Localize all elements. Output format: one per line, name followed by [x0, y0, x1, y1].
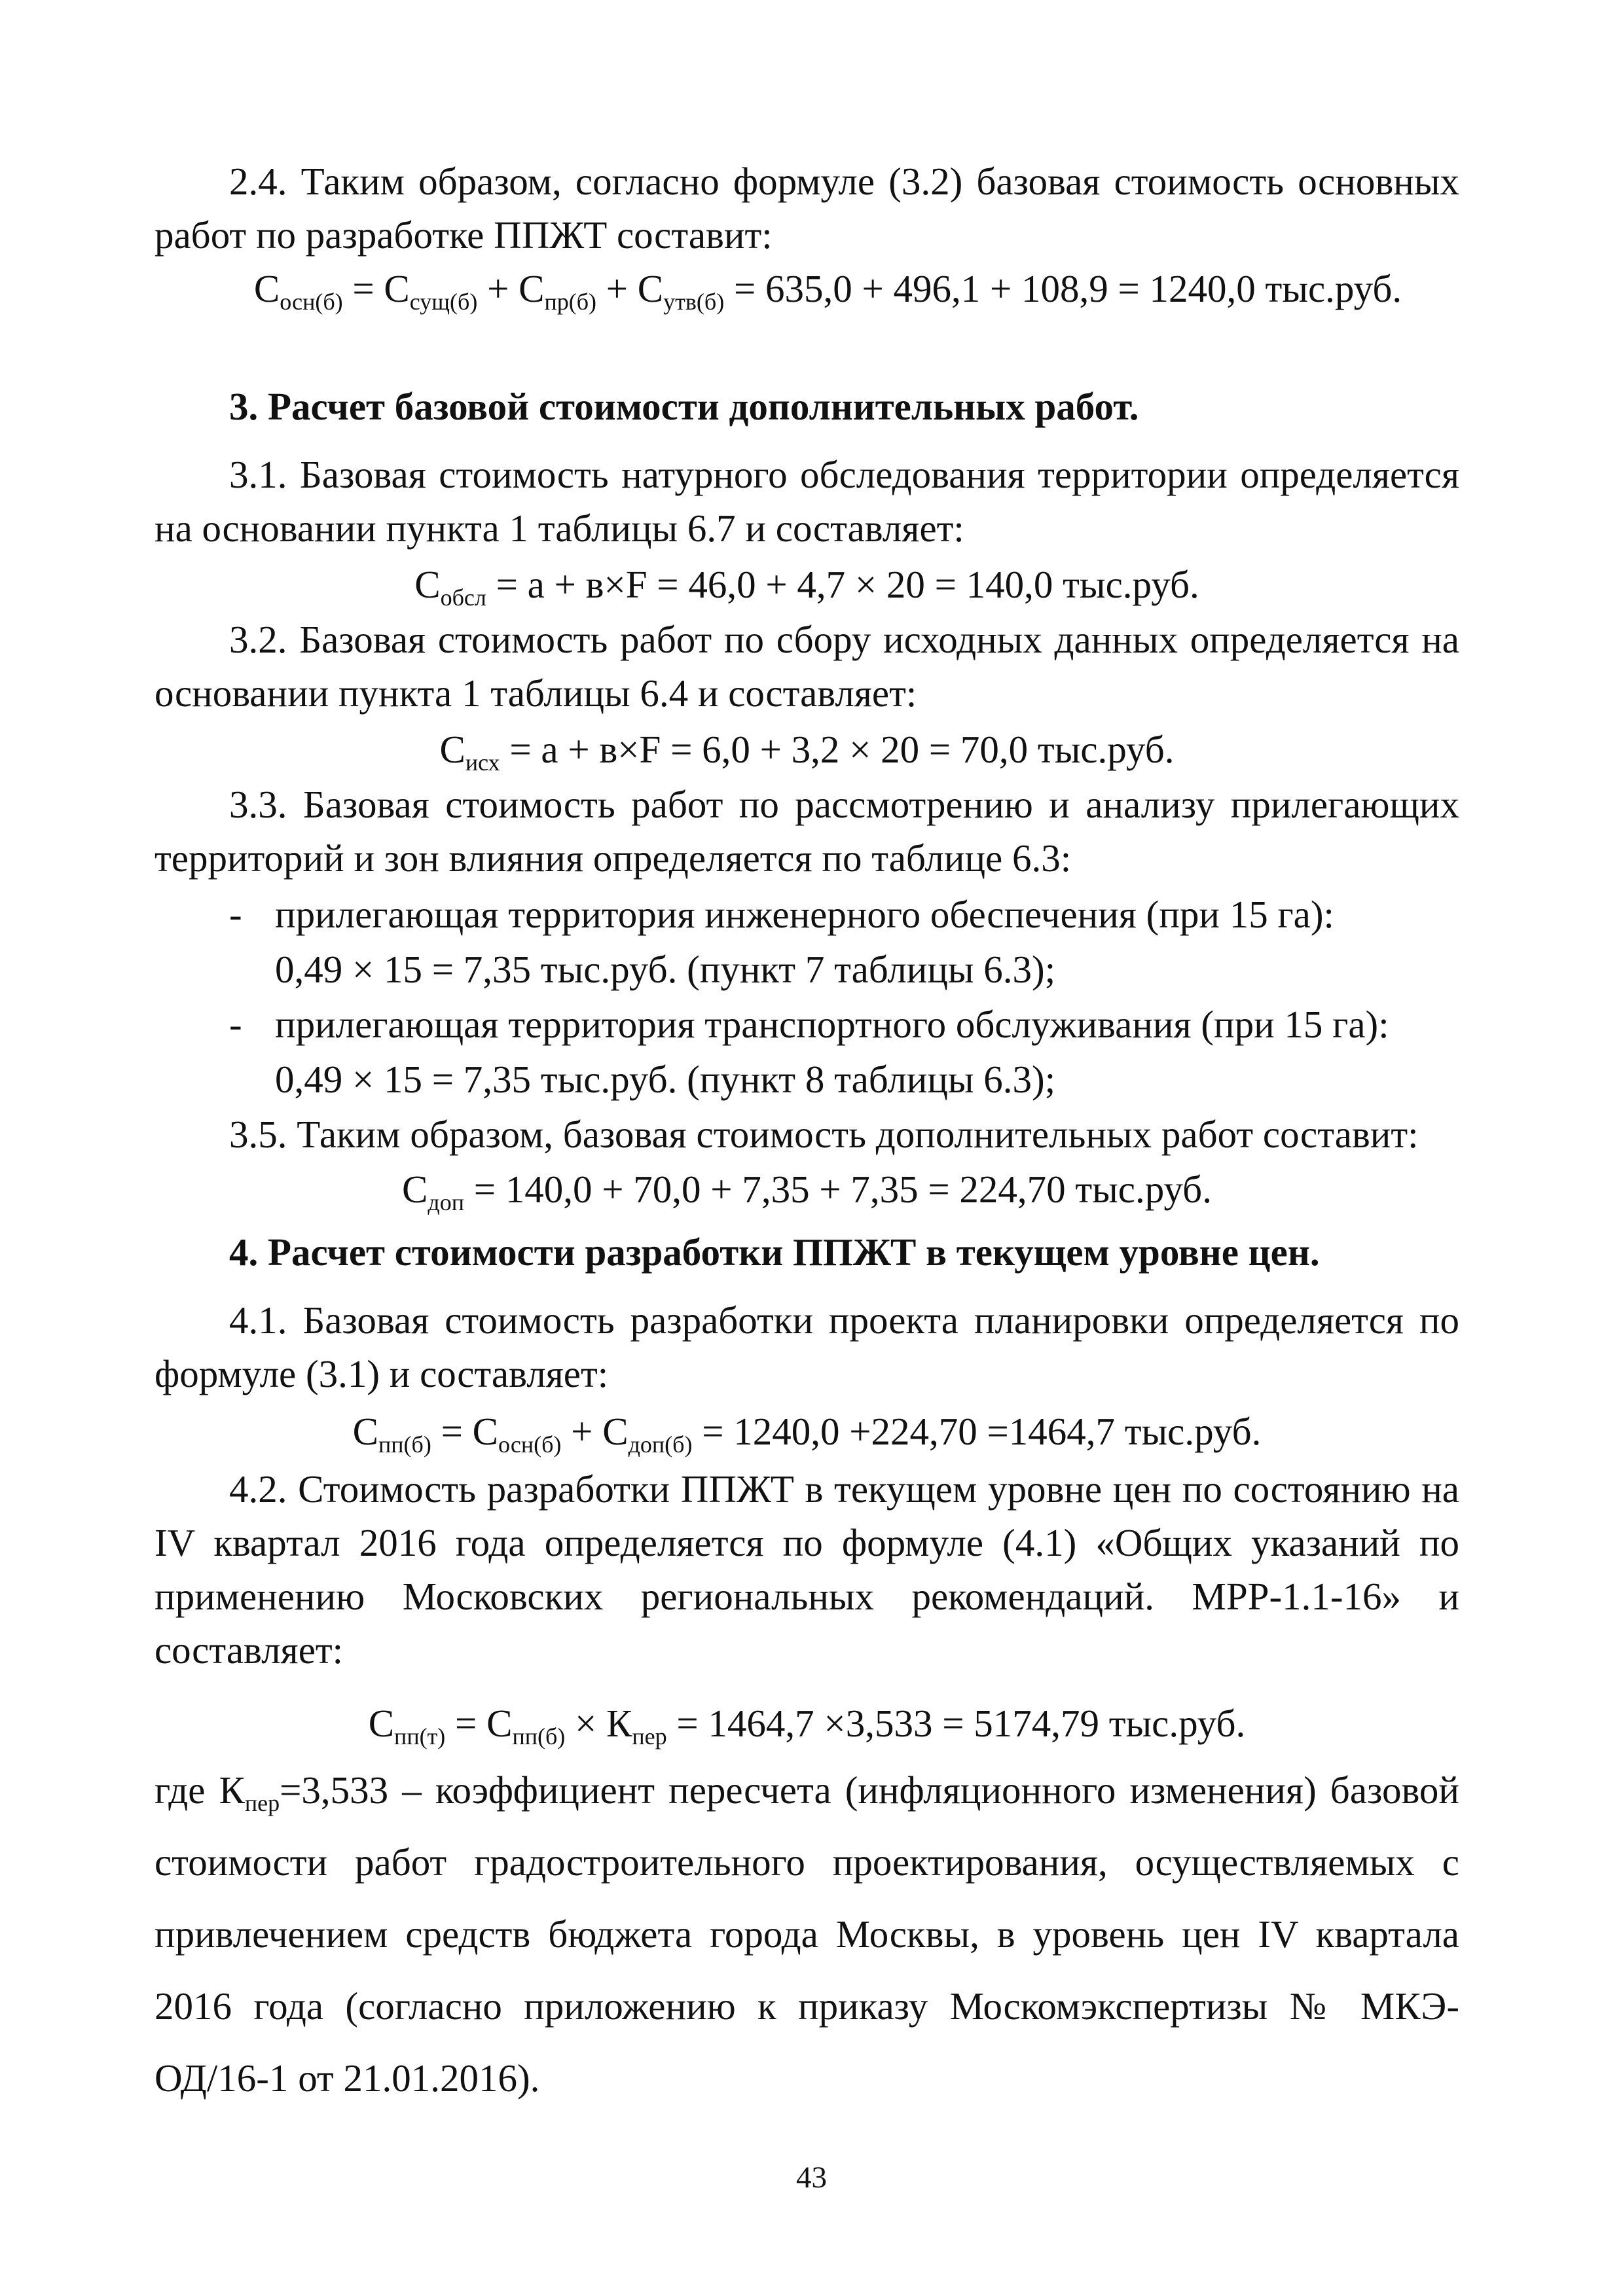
formula-c-pp-b: $С_{пп(б)} = С_{осн(б)} + С_{доп(б)} = 1240,0 +224,70 =1464,7$ тыс.руб.	[352, 1410, 1262, 1458]
paragraph-4-2: 4.2. Стоимость разработки ППЖТ в текущем уровне цен по состоянию на IV квартал 2016 года определяется по формуле (4.1) «Общих указаний по применению Московских региональных рекомендаций. МРР-1.1-16» и составляет:	[155, 1467, 1459, 1672]
formula-c-isx: $С_{исх} = а + в\times F = 6,0 + 3,2 \times 20 = 70,0$ тыс.руб.	[439, 728, 1175, 776]
paragraph-3-2: 3.2. Базовая стоимость работ по сбору исходных данных определяется на основании пункта 1 таблицы 6.4 и составляет:	[155, 618, 1459, 715]
page-number: 43	[796, 2161, 827, 2195]
bullet-dash: -	[229, 893, 242, 936]
coefficient-explanation: где $К_{пер}=3,533$ – коэффициент пересчета (инфляционного изменения) базовой стоимости работ градостроительного проектирования, осуществляемых с привлечением средств бюджета города Москвы, в уровень цен IV квартала 2016 года (согласно приложению к приказу Москомэкспертизы № МКЭ-ОД/16-1 от 21.01.2016).	[155, 1768, 1459, 2100]
formula-c-osn: $С_{осн(б)} = С_{сущ(б)} + С_{пр(б)} + С_{утв(б)} = 635,0 + 496,1 + 108,9 = 1240,0$ тыс.руб.	[253, 267, 1402, 315]
paragraph-2-4-number: 2.4.	[229, 160, 287, 203]
bullet-dash: -	[229, 1003, 242, 1046]
bullet-item-1-value: 0,49 × 15 = 7,35 тыс.руб. (пункт 7 таблицы 6.3);	[275, 948, 1056, 991]
formula-c-obsl: $С_{обсл} = а + в\times F = 46,0 + 4,7 \times 20 = 140,0$ тыс.руб.	[414, 563, 1199, 611]
paragraph-3-3: 3.3. Базовая стоимость работ по рассмотрению и анализу прилегающих территорий и зон влияния определяется по таблице 6.3:	[155, 783, 1459, 880]
bullet-item-1-text: прилегающая территория инженерного обеспечения (при 15 га):	[275, 893, 1334, 936]
paragraph-2-4	[155, 154, 1459, 262]
formula-c-dop: $С_{доп} = 140,0 + 70,0 + 7,35 + 7,35 = 224,70$ тыс.руб.	[402, 1168, 1212, 1215]
section-heading-3: 3. Расчет базовой стоимости дополнительных работ.	[229, 385, 1139, 428]
section-heading-4: 4. Расчет стоимости разработки ППЖТ в текущем уровне цен.	[229, 1230, 1320, 1274]
bullet-item-2-text: прилегающая территория транспортного обслуживания (при 15 га):	[275, 1003, 1389, 1046]
paragraph-2-4-text: Таким образом, согласно формуле (3.2) базовая стоимость основных работ по разработке ППЖТ составит:	[155, 160, 1460, 257]
paragraph-3-1: 3.1. Базовая стоимость натурного обследования территории определяется на основании пункта 1 таблицы 6.7 и составляет:	[155, 453, 1459, 550]
formula-c-pp-t: $С_{пп(т)} = С_{пп(б)} \times К_{пер} = 1464,7 \times 3,533 = 5174,79$ тыс.руб.	[368, 1702, 1246, 1749]
paragraph-3-5: 3.5. Таким образом, базовая стоимость дополнительных работ составит:	[229, 1113, 1419, 1156]
paragraph-4-1: 4.1. Базовая стоимость разработки проекта планировки определяется по формуле (3.1) и составляет:	[155, 1299, 1459, 1395]
bullet-item-2-value: 0,49 × 15 = 7,35 тыс.руб. (пункт 8 таблицы 6.3);	[275, 1058, 1056, 1101]
